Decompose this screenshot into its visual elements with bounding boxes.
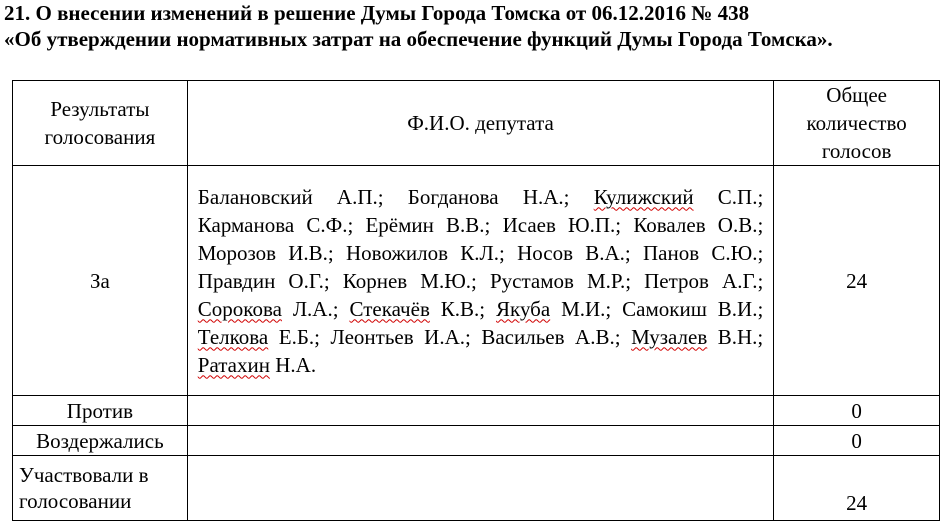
names-za <box>187 166 773 396</box>
name-item: Балановский А.П.; <box>197 184 384 209</box>
label-protiv: Против <box>13 396 188 426</box>
name-item: Васильев А.В.; <box>481 324 621 349</box>
name-item: Стекачёв <box>349 296 430 321</box>
name-item: Кулижский <box>593 184 694 209</box>
name-item: Морозов И.В.; <box>197 240 334 265</box>
name-item: Якуба <box>496 296 551 321</box>
name-item: Новожилов К.Л.; <box>346 240 505 265</box>
header-results: Результаты голосования <box>13 81 188 166</box>
name-item: Ерёмин В.В.; <box>365 212 491 237</box>
table-header-row <box>13 81 940 166</box>
name-item: Богданова Н.А.; <box>407 184 570 209</box>
header-total: Общее количество голосов <box>774 81 940 166</box>
table-row-uch <box>13 456 940 521</box>
names-uch <box>187 456 773 521</box>
heading-line-1: 21. О внесении изменений в решение Думы Города Томска от 06.12.2016 № 438 <box>4 1 750 25</box>
name-item: Телкова <box>197 324 269 349</box>
name-item: Карманова С.Ф.; <box>197 212 354 237</box>
header-fio: Ф.И.О. депутата <box>187 81 773 166</box>
name-item: Музалев <box>631 324 708 349</box>
names-protiv <box>187 396 773 426</box>
name-item: Носов В.А.; <box>517 240 631 265</box>
name-item: Корнев М.Ю.; <box>342 268 477 293</box>
name-item: Правдин О.Г.; <box>197 268 330 293</box>
table-row-protiv <box>13 396 940 426</box>
names-vozd <box>187 426 773 456</box>
name-item: Ковалев О.В.; <box>633 212 764 237</box>
label-vozd: Воздержались <box>13 426 188 456</box>
count-protiv: 0 <box>774 396 940 426</box>
name-item: Е.Б.; <box>278 324 320 349</box>
name-item: Л.А.; <box>292 296 339 321</box>
label-za: За <box>13 166 188 396</box>
count-uch: 24 <box>774 456 940 521</box>
name-item: С.П.; <box>717 184 764 209</box>
name-item: Сорокова <box>197 296 282 321</box>
voting-results-table <box>12 80 940 521</box>
label-uch: Участвовали в голосовании <box>13 456 188 521</box>
name-item: Петров А.Г.; <box>644 268 764 293</box>
table-row-za <box>13 166 940 396</box>
name-item: Самокиш В.И.; <box>622 296 764 321</box>
count-vozd: 0 <box>774 426 940 456</box>
name-item: Леонтьев И.А.; <box>330 324 471 349</box>
name-item: М.И.; <box>561 296 612 321</box>
name-item: Рустамов М.Р.; <box>489 268 632 293</box>
table-row-vozd <box>13 426 940 456</box>
name-item: К.В.; <box>440 296 486 321</box>
heading-line-2: «Об утверждении нормативных затрат на обеспечение функций Думы Города Томска». <box>4 27 833 51</box>
count-za: 24 <box>774 166 940 396</box>
name-item: Н.А. <box>275 352 317 377</box>
name-item: Панов С.Ю.; <box>643 240 764 265</box>
name-item: Исаев Ю.П.; <box>502 212 622 237</box>
document-heading <box>4 0 936 52</box>
name-item: Ратахин <box>197 352 270 377</box>
name-item: В.Н.; <box>717 324 764 349</box>
